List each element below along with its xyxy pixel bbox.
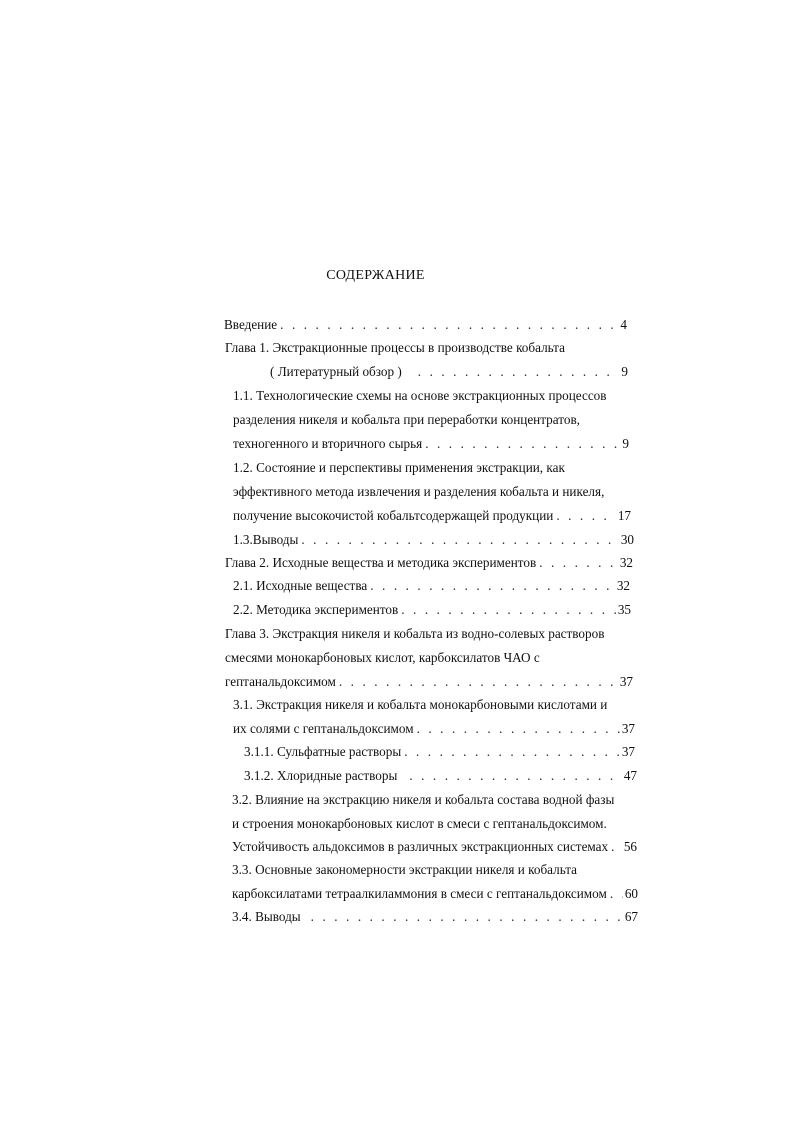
dot-leader bbox=[610, 886, 623, 902]
toc-entry-introduction bbox=[224, 317, 627, 333]
toc-entry-text: 3.1.1. Сульфатные растворы bbox=[244, 744, 402, 759]
toc-entry-chapter-3-end bbox=[225, 674, 633, 690]
toc-entry-page: 4 bbox=[620, 317, 627, 332]
toc-entry-page: 47 bbox=[623, 768, 637, 783]
toc-entry-section-1-2 bbox=[233, 460, 565, 476]
dot-leader bbox=[539, 555, 618, 571]
toc-entry-page: 37 bbox=[619, 674, 633, 689]
toc-entry-page: 67 bbox=[624, 909, 638, 924]
dot-leader bbox=[311, 909, 623, 925]
toc-entry-section-3-1-end bbox=[233, 721, 635, 737]
toc-entry-section-3-3-end bbox=[232, 886, 638, 902]
toc-entry-text: Глава 2. Исходные вещества и методика экспериментов bbox=[225, 555, 537, 570]
toc-heading-text: СОДЕРЖАНИЕ bbox=[326, 268, 425, 283]
toc-entry-section-1-1-cont bbox=[233, 412, 580, 428]
toc-entry-section-3-1-2 bbox=[244, 768, 637, 784]
dot-leader bbox=[417, 721, 620, 737]
dot-leader bbox=[409, 768, 621, 784]
toc-entry-text: 2.1. Исходные вещества bbox=[233, 578, 368, 593]
dot-leader bbox=[280, 317, 618, 333]
toc-entry-section-1-2-end bbox=[233, 508, 631, 524]
dot-leader bbox=[401, 602, 616, 618]
dot-leader bbox=[339, 674, 618, 690]
toc-entry-text: гептанальдоксимом bbox=[225, 674, 336, 689]
dot-leader bbox=[425, 436, 620, 452]
toc-entry-page: 30 bbox=[620, 532, 634, 547]
toc-entry-chapter-3-cont bbox=[225, 650, 540, 666]
toc-entry-page: 32 bbox=[619, 555, 633, 570]
toc-entry-chapter-1 bbox=[225, 340, 565, 356]
toc-entry-text: Глава 3. Экстракция никеля и кобальта из водно-солевых растворов bbox=[225, 626, 605, 641]
toc-entry-text: Устойчивость альдоксимов в различных экстракционных системах bbox=[232, 839, 609, 854]
toc-entry-text: 3.4. Выводы bbox=[232, 909, 301, 924]
toc-entry-section-1-1-end bbox=[233, 436, 629, 452]
toc-entry-page: 37 bbox=[621, 744, 635, 759]
toc-entry-section-3-1-1 bbox=[244, 744, 635, 760]
toc-entry-page: 35 bbox=[617, 602, 631, 617]
dot-leader bbox=[556, 508, 615, 524]
toc-heading bbox=[0, 268, 795, 284]
toc-entry-section-3-4 bbox=[232, 909, 638, 925]
toc-entry-text: получение высокочистой кобальтсодержащей продукции bbox=[233, 508, 554, 523]
toc-entry-text: 3.3. Основные закономерности экстракции никеля и кобальта bbox=[232, 862, 577, 877]
toc-entry-text: 3.1.2. Хлоридные растворы bbox=[244, 768, 398, 783]
toc-entry-text: 3.2. Влияние на экстракцию никеля и кобальта состава водной фазы bbox=[232, 792, 615, 807]
dot-leader bbox=[611, 839, 622, 855]
toc-entry-section-3-2-cont bbox=[232, 816, 607, 832]
toc-entry-page: 9 bbox=[622, 436, 629, 451]
toc-entry-chapter-3 bbox=[225, 626, 604, 642]
toc-entry-text: 3.1. Экстракция никеля и кобальта монокарбоновыми кислотами и bbox=[233, 697, 608, 712]
dot-leader bbox=[370, 578, 615, 594]
toc-entry-text: разделения никеля и кобальта при переработки концентратов, bbox=[233, 412, 580, 427]
toc-entry-chapter-1-subtitle bbox=[270, 364, 628, 380]
toc-entry-text: 2.2. Методика экспериментов bbox=[233, 602, 399, 617]
toc-entry-section-2-2 bbox=[233, 602, 631, 618]
toc-entry-text: 1.1. Технологические схемы на основе экстракционных процессов bbox=[233, 388, 607, 403]
dot-leader bbox=[418, 364, 620, 380]
toc-entry-text: их солями с гептанальдоксимом bbox=[233, 721, 414, 736]
toc-entry-chapter-2 bbox=[225, 555, 633, 571]
toc-entry-page: 60 bbox=[624, 886, 638, 901]
toc-entry-section-1-1 bbox=[233, 388, 607, 404]
toc-entry-section-3-2-end bbox=[232, 839, 637, 855]
toc-entry-text: карбоксилатами тетраалкиламмония в смеси с гептанальдоксимом bbox=[232, 886, 607, 901]
toc-entry-text: 1.2. Состояние и перспективы применения экстракции, как bbox=[233, 460, 565, 475]
toc-entry-page: 32 bbox=[616, 578, 630, 593]
dot-leader bbox=[404, 744, 620, 760]
toc-entry-page: 37 bbox=[621, 721, 635, 736]
toc-entry-text: 1.3.Выводы bbox=[233, 532, 299, 547]
toc-entry-page: 56 bbox=[623, 839, 637, 854]
toc-entry-text: Введение bbox=[224, 317, 278, 332]
toc-entry-page: 9 bbox=[621, 364, 628, 379]
toc-entry-text: техногенного и вторичного сырья bbox=[233, 436, 423, 451]
toc-entry-section-3-3 bbox=[232, 862, 577, 878]
toc-entry-section-2-1 bbox=[233, 578, 630, 594]
toc-entry-text: Глава 1. Экстракционные процессы в производстве кобальта bbox=[225, 340, 565, 355]
toc-entry-section-1-3 bbox=[233, 532, 634, 548]
toc-entry-text: смесями монокарбоновых кислот, карбоксилатов ЧАО с bbox=[225, 650, 540, 665]
toc-entry-text: и строения монокарбоновых кислот в смеси с гептанальдоксимом. bbox=[232, 816, 607, 831]
dot-leader bbox=[301, 532, 618, 548]
toc-entry-section-3-2 bbox=[232, 792, 614, 808]
toc-entry-text: ( Литературный обзор ) bbox=[270, 364, 402, 379]
toc-entry-text: эффективного метода извлечения и разделения кобальта и никеля, bbox=[233, 484, 605, 499]
toc-entry-section-3-1 bbox=[233, 697, 607, 713]
toc-entry-page: 17 bbox=[617, 508, 631, 523]
toc-entry-section-1-2-cont bbox=[233, 484, 604, 500]
